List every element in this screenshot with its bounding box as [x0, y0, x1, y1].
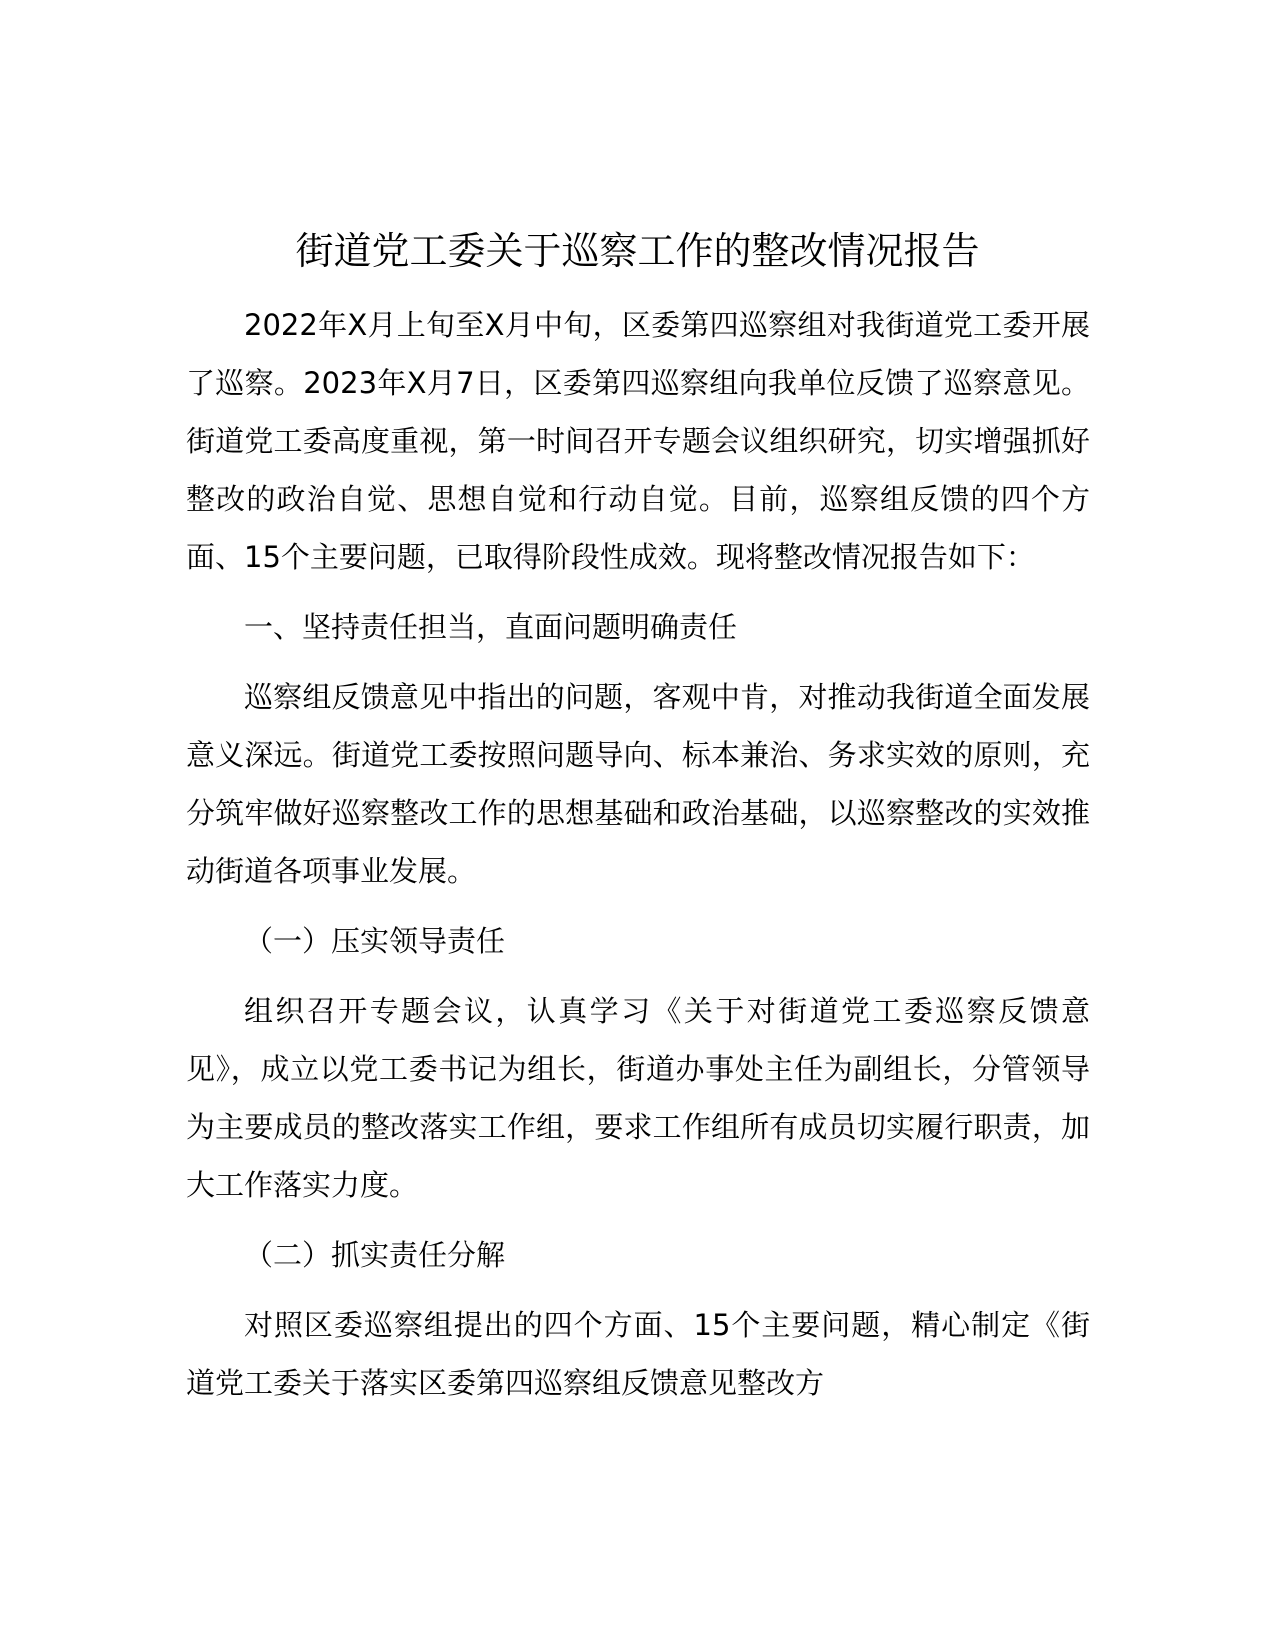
- subsection-2-paragraph: 对照区委巡察组提出的四个方面、15个主要问题，精心制定《街道党工委关于落实区委第四巡察组反馈意见整改方: [186, 1308, 1090, 1400]
- subsection-1-paragraph: 组织召开专题会议，认真学习《关于对街道党工委巡察反馈意见》，成立以党工委书记为组长，街道办事处主任为副组长，分管领导为主要成员的整改落实工作组，要求工作组所有成员切实履行职责，加大工作落实力度。: [186, 994, 1090, 1202]
- document-title: 街道党工委关于巡察工作的整改情况报告: [295, 229, 980, 273]
- subsection-heading-2: （二）抓实责任分解: [244, 1238, 506, 1272]
- section-1-paragraph: 巡察组反馈意见中指出的问题，客观中肯，对推动我街道全面发展意义深远。街道党工委按照问题导向、标本兼治、务求实效的原则，充分筑牢做好巡察整改工作的思想基础和政治基础，以巡察整改的实效推动街道各项事业发展。: [186, 680, 1090, 888]
- subsection-heading-1: （一）压实领导责任: [244, 924, 506, 958]
- section-heading-1: 一、坚持责任担当，直面问题明确责任: [244, 610, 738, 644]
- intro-paragraph: 2022年X月上旬至X月中旬，区委第四巡察组对我街道党工委开展了巡察。2023年X月7日，区委第四巡察组向我单位反馈了巡察意见。街道党工委高度重视，第一时间召开专题会议组织研究，切实增强抓好整改的政治自觉、思想自觉和行动自觉。目前，巡察组反馈的四个方面、15个主要问题，已取得阶段性成效。现将整改情况报告如下：: [186, 308, 1090, 574]
- document-body: [186, 296, 1090, 1412]
